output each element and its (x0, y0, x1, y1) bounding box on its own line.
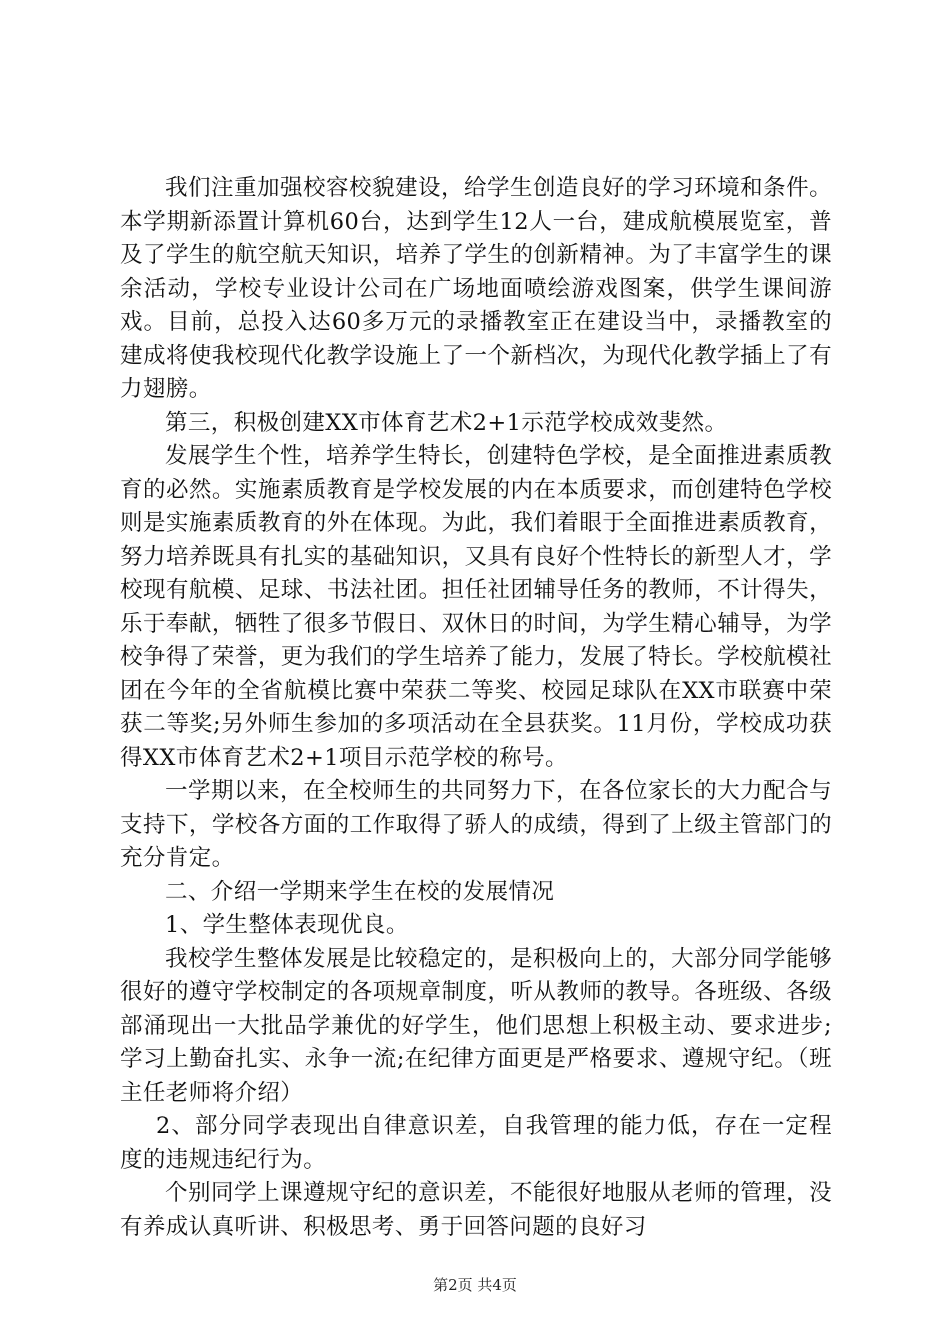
subheading-overall-performance: 1、学生整体表现优良。 (165, 912, 409, 938)
paragraph-special-school: 发展学生个性，培养学生特长，创建特色学校，是全面推进素质教育的必然。实施素质教育是学校发展的内在本质要求，而创建特色学校则是实施素质教育的外在体现。为此，我们着眼于全面推进素质教育，努力培养既具有扎实的基础知识，又具有良好个性特长的新型人才，学校现有航模、足球、书法社团。担任社团辅导任务的教师，不计得失，乐于奉献，牺牲了很多节假日、双休日的时间，为学生精心辅导，为学校争得了荣誉，更为我们的学生培养了能力，发展了特长。学校航模社团在今年的全省航模比赛中荣获二等奖、校园足球队在XX市联赛中荣获二等奖;另外师生参加的多项活动在全县获奖。11月份，学校成功获得XX市体育艺术2+1项目示范学校的称号。 (120, 443, 832, 771)
paragraph-semester-summary: 一学期以来，在全校师生的共同努力下，在各位家长的大力配合与支持下，学校各方面的工作取得了骄人的成绩，得到了上级主管部门的充分肯定。 (120, 778, 832, 871)
paragraph-campus-construction: 我们注重加强校容校貌建设，给学生创造良好的学习环境和条件。本学期新添置计算机60台，达到学生12人一台，建成航模展览室，普及了学生的航空航天知识，培养了学生的创新精神。为了丰富学生的课余活动，学校专业设计公司在广场地面喷绘游戏图案，供学生课间游戏。目前，总投入达60多万元的录播教室正在建设当中，录播教室的建成将使我校现代化教学设施上了一个新档次，为现代化教学插上了有力翅膀。 (120, 175, 832, 402)
page-footer: 第2页 共4页 (433, 1276, 517, 1294)
paragraph-section-three-title: 第三，积极创建XX市体育艺术2+1示范学校成效斐然。 (165, 409, 728, 436)
subheading-discipline-issues: 2、部分同学表现出自律意识差，自我管理的能力低，存在一定程度的违规违纪行为。 (120, 1113, 832, 1173)
paragraph-discipline-issues: 个别同学上课遵规守纪的意识差，不能很好地服从老师的管理，没有养成认真听讲、积极思考、勇于回答问题的良好习 (120, 1180, 832, 1240)
paragraph-overall-performance: 我校学生整体发展是比较稳定的，是积极向上的，大部分同学能够很好的遵守学校制定的各项规章制度，听从教师的教导。各班级、各级部涌现出一大批品学兼优的好学生，他们思想上积极主动、要求进步;学习上勤奋扎实、永争一流;在纪律方面更是严格要求、遵规守纪。（班主任老师将介绍） (120, 945, 832, 1106)
heading-student-development: 二、介绍一学期来学生在校的发展情况 (165, 878, 555, 905)
document-body (120, 172, 832, 1244)
